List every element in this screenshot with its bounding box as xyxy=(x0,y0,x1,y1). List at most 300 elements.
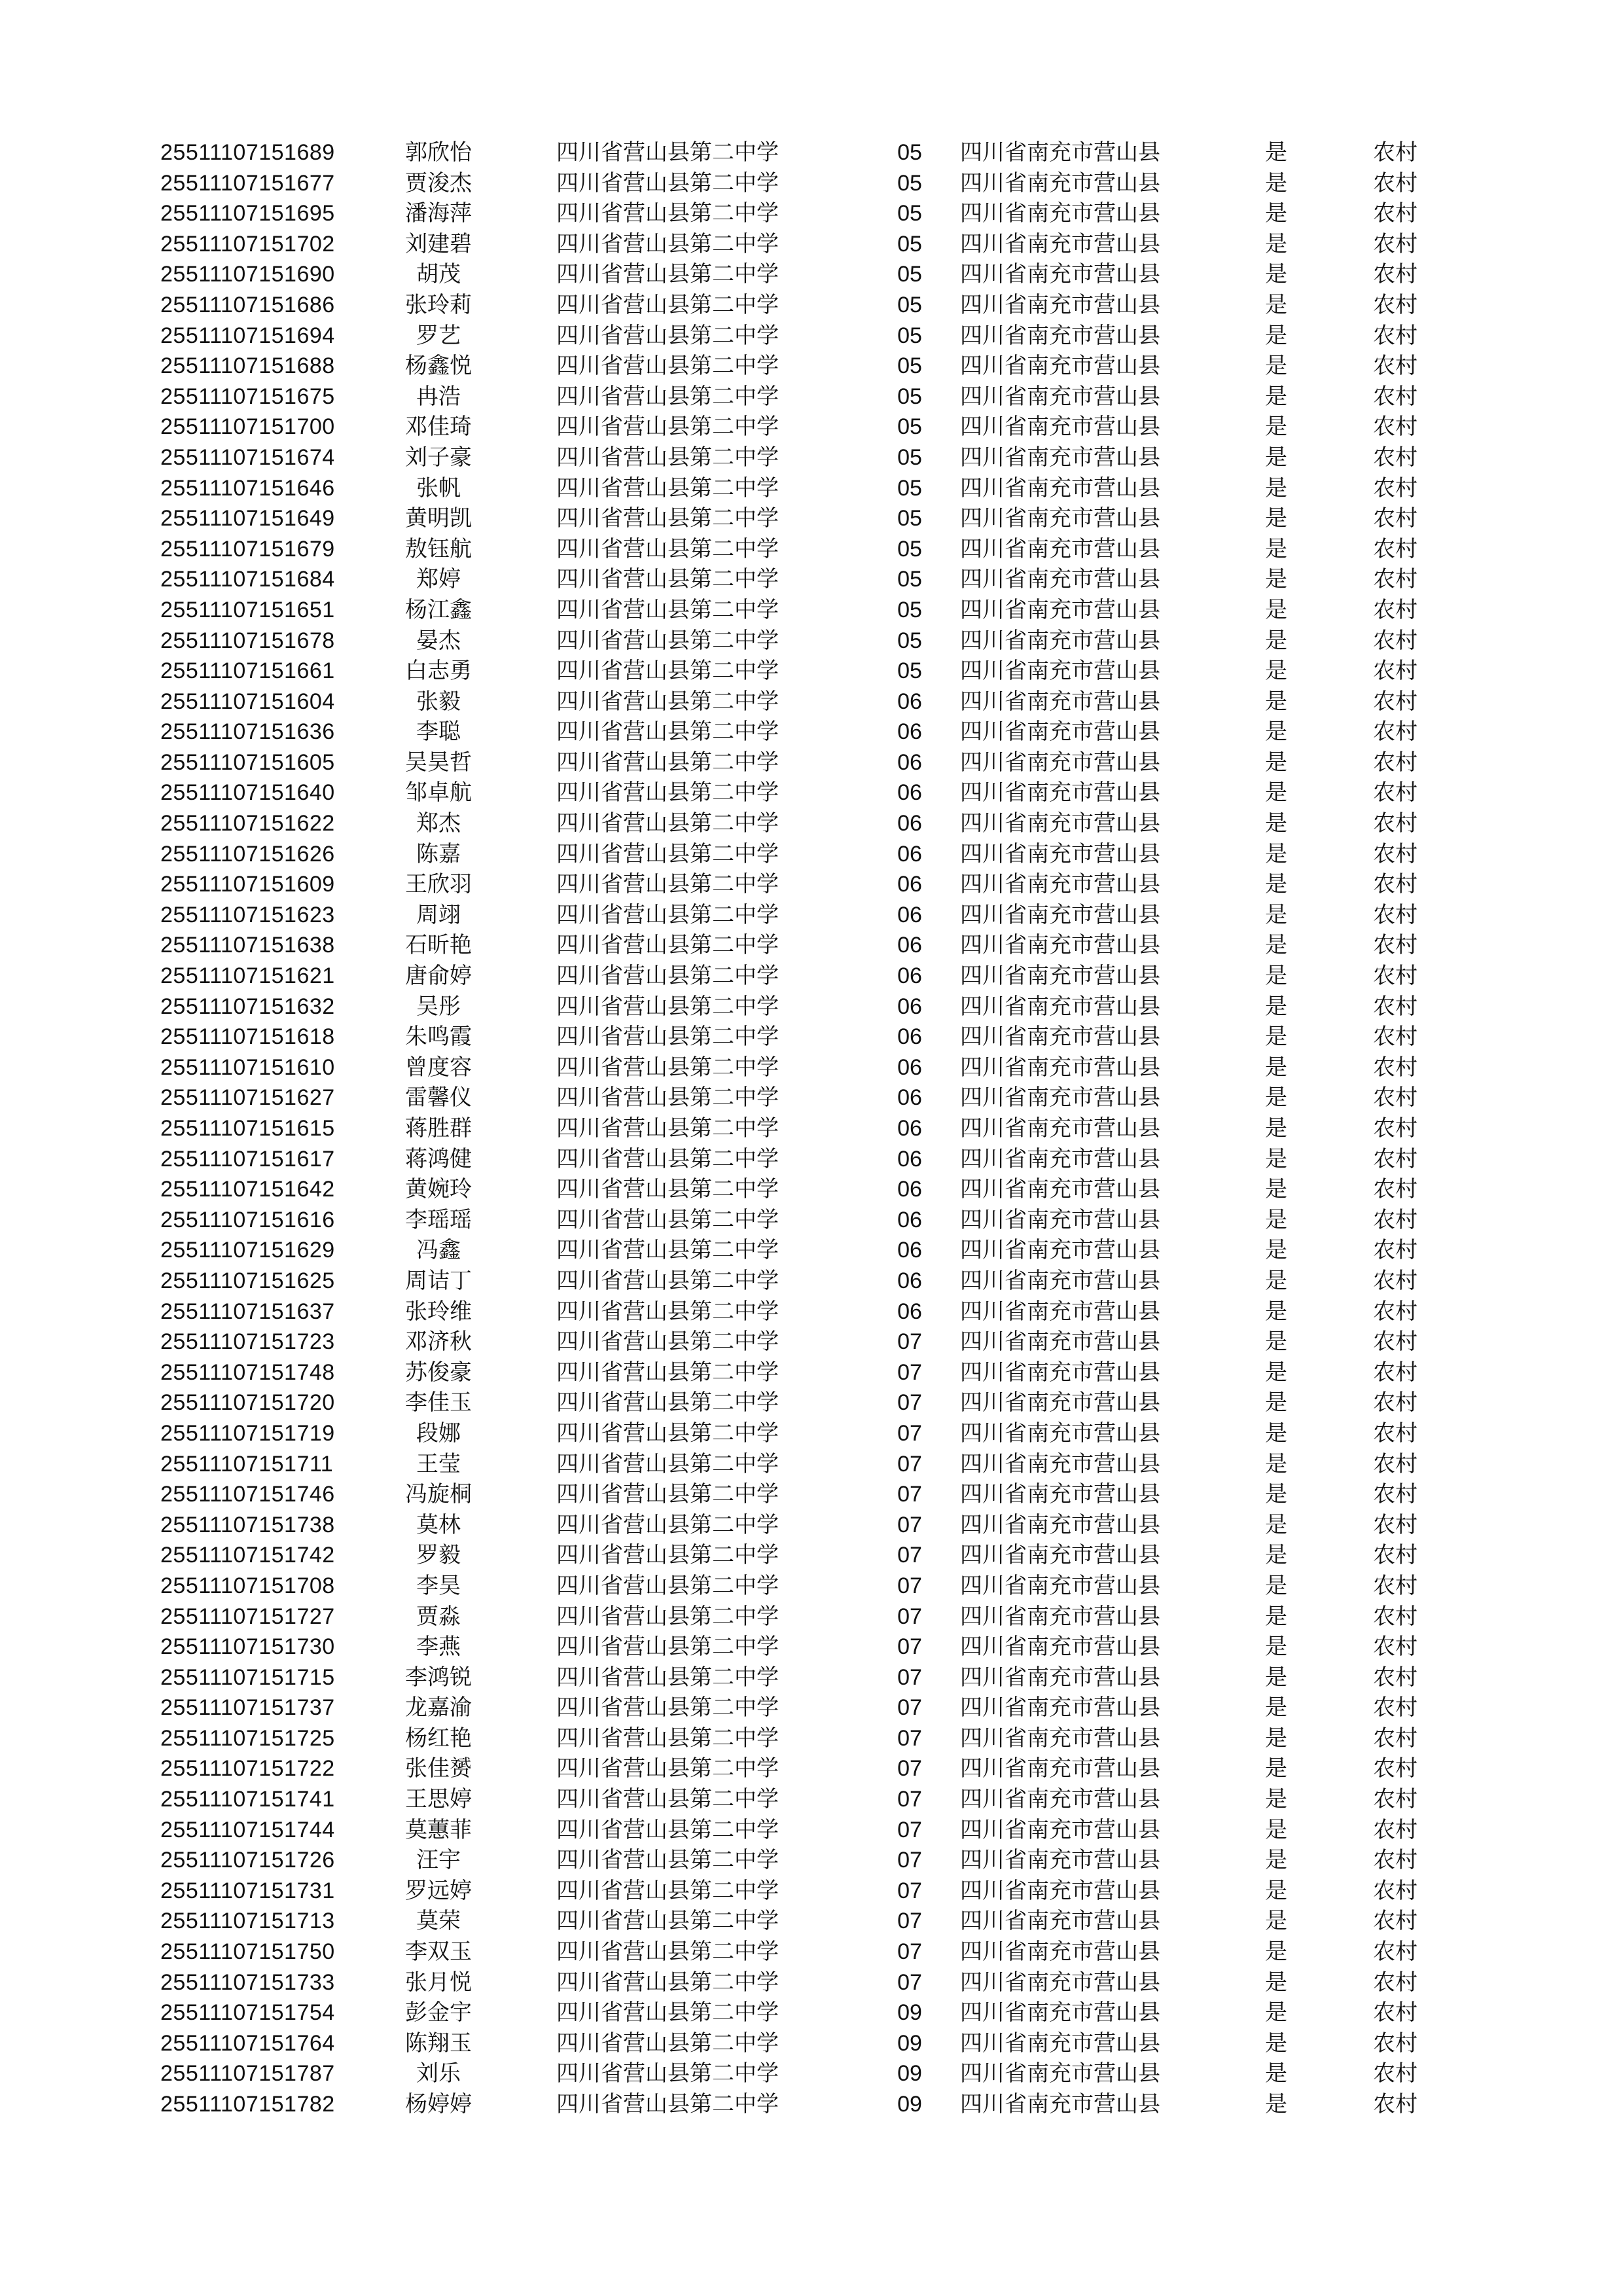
table-row xyxy=(0,137,1623,168)
class-number-cell: 07 xyxy=(897,1482,922,1507)
school-cell: 四川省营山县第二中学 xyxy=(556,1634,779,1660)
region-cell: 四川省南充市营山县 xyxy=(960,139,1160,166)
eligibility-flag-cell: 是 xyxy=(1265,566,1287,593)
region-cell: 四川省南充市营山县 xyxy=(960,291,1160,318)
residence-type-cell: 农村 xyxy=(1373,1572,1418,1599)
class-number-cell: 05 xyxy=(897,231,922,257)
table-row xyxy=(0,2058,1623,2089)
residence-type-cell: 农村 xyxy=(1373,871,1418,898)
table-row xyxy=(0,1967,1623,1998)
student-id-cell: 25511107151616 xyxy=(160,1207,335,1232)
student-name-cell: 敖钰航 xyxy=(405,535,472,562)
eligibility-flag-cell: 是 xyxy=(1265,1085,1287,1111)
class-number-cell: 06 xyxy=(897,811,922,836)
class-number-cell: 07 xyxy=(897,1634,922,1660)
class-number-cell: 09 xyxy=(897,2092,922,2117)
residence-type-cell: 农村 xyxy=(1373,1024,1418,1050)
student-id-cell: 25511107151702 xyxy=(160,231,335,257)
student-name-cell: 吴彤 xyxy=(416,993,461,1020)
table-row xyxy=(0,229,1623,260)
school-cell: 四川省营山县第二中学 xyxy=(556,901,779,928)
class-number-cell: 06 xyxy=(897,1177,922,1202)
region-cell: 四川省南充市营山县 xyxy=(960,1359,1160,1386)
residence-type-cell: 农村 xyxy=(1373,1085,1418,1111)
student-id-cell: 25511107151621 xyxy=(160,963,335,989)
student-id-cell: 25511107151629 xyxy=(160,1238,335,1263)
school-cell: 四川省营山县第二中学 xyxy=(556,2030,779,2056)
eligibility-flag-cell: 是 xyxy=(1265,1237,1287,1264)
student-id-cell: 25511107151723 xyxy=(160,1329,335,1355)
table-row xyxy=(0,1144,1623,1175)
student-name-cell: 雷馨仪 xyxy=(405,1085,472,1111)
school-cell: 四川省营山县第二中学 xyxy=(556,230,779,257)
school-cell: 四川省营山县第二中学 xyxy=(556,414,779,440)
residence-type-cell: 农村 xyxy=(1373,596,1418,623)
student-id-cell: 25511107151684 xyxy=(160,567,335,592)
eligibility-flag-cell: 是 xyxy=(1265,383,1287,410)
class-number-cell: 06 xyxy=(897,689,922,714)
region-cell: 四川省南充市营山县 xyxy=(960,810,1160,837)
table-row xyxy=(0,961,1623,992)
student-list-table xyxy=(0,137,1623,2120)
student-id-cell: 25511107151744 xyxy=(160,1817,335,1842)
student-name-cell: 刘子豪 xyxy=(405,444,472,471)
student-name-cell: 莫蕙菲 xyxy=(405,1816,472,1843)
eligibility-flag-cell: 是 xyxy=(1265,901,1287,928)
class-number-cell: 07 xyxy=(897,1390,922,1416)
region-cell: 四川省南充市营山县 xyxy=(960,993,1160,1020)
student-id-cell: 25511107151674 xyxy=(160,444,335,470)
school-cell: 四川省营山县第二中学 xyxy=(556,1329,779,1355)
table-row xyxy=(0,1845,1623,1876)
school-cell: 四川省营山县第二中学 xyxy=(556,1511,779,1538)
region-cell: 四川省南充市营山县 xyxy=(960,780,1160,806)
class-number-cell: 06 xyxy=(897,963,922,989)
student-id-cell: 25511107151694 xyxy=(160,323,335,348)
class-number-cell: 06 xyxy=(897,1146,922,1172)
student-name-cell: 蒋胜群 xyxy=(405,1115,472,1141)
class-number-cell: 07 xyxy=(897,1420,922,1446)
table-row xyxy=(0,1937,1623,1967)
class-number-cell: 05 xyxy=(897,414,922,440)
region-cell: 四川省南充市营山县 xyxy=(960,1450,1160,1477)
region-cell: 四川省南充市营山县 xyxy=(960,1176,1160,1203)
residence-type-cell: 农村 xyxy=(1373,840,1418,867)
table-row xyxy=(0,656,1623,687)
school-cell: 四川省营山县第二中学 xyxy=(556,200,779,227)
region-cell: 四川省南充市营山县 xyxy=(960,505,1160,532)
class-number-cell: 07 xyxy=(897,1573,922,1598)
student-name-cell: 罗毅 xyxy=(416,1542,461,1569)
region-cell: 四川省南充市营山县 xyxy=(960,353,1160,380)
region-cell: 四川省南充市营山县 xyxy=(960,230,1160,257)
eligibility-flag-cell: 是 xyxy=(1265,1481,1287,1508)
residence-type-cell: 农村 xyxy=(1373,780,1418,806)
residence-type-cell: 农村 xyxy=(1373,261,1418,288)
eligibility-flag-cell: 是 xyxy=(1265,353,1287,380)
region-cell: 四川省南充市营山县 xyxy=(960,1267,1160,1294)
residence-type-cell: 农村 xyxy=(1373,535,1418,562)
residence-type-cell: 农村 xyxy=(1373,566,1418,593)
eligibility-flag-cell: 是 xyxy=(1265,1420,1287,1446)
class-number-cell: 07 xyxy=(897,1359,922,1385)
school-cell: 四川省营山县第二中学 xyxy=(556,1969,779,1996)
school-cell: 四川省营山县第二中学 xyxy=(556,1450,779,1477)
region-cell: 四川省南充市营山县 xyxy=(960,1695,1160,1721)
table-row xyxy=(0,992,1623,1022)
class-number-cell: 05 xyxy=(897,506,922,531)
school-cell: 四川省营山县第二中学 xyxy=(556,1390,779,1416)
eligibility-flag-cell: 是 xyxy=(1265,1267,1287,1294)
class-number-cell: 06 xyxy=(897,719,922,745)
student-id-cell: 25511107151690 xyxy=(160,262,335,287)
region-cell: 四川省南充市营山县 xyxy=(960,1847,1160,1874)
region-cell: 四川省南充市营山县 xyxy=(960,535,1160,562)
region-cell: 四川省南充市营山县 xyxy=(960,1329,1160,1355)
class-number-cell: 09 xyxy=(897,2061,922,2087)
class-number-cell: 06 xyxy=(897,841,922,867)
residence-type-cell: 农村 xyxy=(1373,1634,1418,1660)
class-number-cell: 07 xyxy=(897,1664,922,1690)
residence-type-cell: 农村 xyxy=(1373,1115,1418,1141)
student-id-cell: 25511107151677 xyxy=(160,170,335,196)
class-number-cell: 05 xyxy=(897,384,922,409)
school-cell: 四川省营山县第二中学 xyxy=(556,963,779,990)
student-name-cell: 段娜 xyxy=(416,1420,461,1446)
residence-type-cell: 农村 xyxy=(1373,383,1418,410)
region-cell: 四川省南充市营山县 xyxy=(960,383,1160,410)
table-row xyxy=(0,839,1623,870)
student-id-cell: 25511107151615 xyxy=(160,1116,335,1141)
school-cell: 四川省营山县第二中学 xyxy=(556,2091,779,2117)
eligibility-flag-cell: 是 xyxy=(1265,230,1287,257)
student-name-cell: 周翊 xyxy=(416,901,461,928)
student-id-cell: 25511107151742 xyxy=(160,1543,335,1568)
class-number-cell: 06 xyxy=(897,780,922,806)
student-id-cell: 25511107151738 xyxy=(160,1512,335,1537)
eligibility-flag-cell: 是 xyxy=(1265,1450,1287,1477)
school-cell: 四川省营山县第二中学 xyxy=(556,1481,779,1508)
table-row xyxy=(0,1632,1623,1662)
eligibility-flag-cell: 是 xyxy=(1265,993,1287,1020)
student-id-cell: 25511107151636 xyxy=(160,719,335,745)
eligibility-flag-cell: 是 xyxy=(1265,1695,1287,1721)
student-name-cell: 李燕 xyxy=(416,1634,461,1660)
student-id-cell: 25511107151713 xyxy=(160,1909,335,1934)
student-id-cell: 25511107151638 xyxy=(160,933,335,958)
class-number-cell: 07 xyxy=(897,1695,922,1721)
region-cell: 四川省南充市营山县 xyxy=(960,1237,1160,1264)
class-number-cell: 07 xyxy=(897,1604,922,1629)
eligibility-flag-cell: 是 xyxy=(1265,1939,1287,1965)
school-cell: 四川省营山县第二中学 xyxy=(556,261,779,288)
student-name-cell: 王莹 xyxy=(416,1450,461,1477)
table-row xyxy=(0,900,1623,931)
residence-type-cell: 农村 xyxy=(1373,475,1418,501)
student-id-cell: 25511107151700 xyxy=(160,414,335,440)
school-cell: 四川省营山县第二中学 xyxy=(556,1359,779,1386)
student-name-cell: 张毅 xyxy=(416,688,461,715)
table-row xyxy=(0,1753,1623,1784)
region-cell: 四川省南充市营山县 xyxy=(960,840,1160,867)
school-cell: 四川省营山县第二中学 xyxy=(556,1786,779,1813)
table-row xyxy=(0,412,1623,442)
eligibility-flag-cell: 是 xyxy=(1265,1176,1287,1203)
region-cell: 四川省南充市营山县 xyxy=(960,1145,1160,1172)
residence-type-cell: 农村 xyxy=(1373,1390,1418,1416)
school-cell: 四川省营山县第二中学 xyxy=(556,993,779,1020)
residence-type-cell: 农村 xyxy=(1373,1054,1418,1081)
eligibility-flag-cell: 是 xyxy=(1265,749,1287,776)
student-name-cell: 苏俊豪 xyxy=(405,1359,472,1386)
residence-type-cell: 农村 xyxy=(1373,1786,1418,1813)
table-row xyxy=(0,869,1623,900)
residence-type-cell: 农村 xyxy=(1373,322,1418,349)
region-cell: 四川省南充市营山县 xyxy=(960,1054,1160,1081)
eligibility-flag-cell: 是 xyxy=(1265,810,1287,837)
student-name-cell: 吴昊哲 xyxy=(405,749,472,776)
table-row xyxy=(0,351,1623,382)
student-name-cell: 邹卓航 xyxy=(405,780,472,806)
eligibility-flag-cell: 是 xyxy=(1265,1511,1287,1538)
student-name-cell: 晏杰 xyxy=(416,627,461,654)
student-name-cell: 莫林 xyxy=(416,1511,461,1538)
table-row xyxy=(0,1205,1623,1236)
eligibility-flag-cell: 是 xyxy=(1265,291,1287,318)
school-cell: 四川省营山县第二中学 xyxy=(556,1847,779,1874)
class-number-cell: 07 xyxy=(897,1725,922,1751)
region-cell: 四川省南充市营山县 xyxy=(960,1755,1160,1782)
residence-type-cell: 农村 xyxy=(1373,1176,1418,1203)
residence-type-cell: 农村 xyxy=(1373,1939,1418,1965)
table-row xyxy=(0,1510,1623,1541)
class-number-cell: 06 xyxy=(897,1024,922,1050)
student-id-cell: 25511107151646 xyxy=(160,475,335,501)
table-row xyxy=(0,2089,1623,2120)
school-cell: 四川省营山县第二中学 xyxy=(556,871,779,898)
student-id-cell: 25511107151661 xyxy=(160,658,335,684)
table-row xyxy=(0,564,1623,595)
table-row xyxy=(0,198,1623,229)
region-cell: 四川省南充市营山县 xyxy=(960,2091,1160,2117)
student-id-cell: 25511107151651 xyxy=(160,597,335,622)
table-row xyxy=(0,1693,1623,1723)
region-cell: 四川省南充市营山县 xyxy=(960,414,1160,440)
student-id-cell: 25511107151627 xyxy=(160,1085,335,1111)
student-name-cell: 郑杰 xyxy=(416,810,461,837)
table-row xyxy=(0,778,1623,808)
eligibility-flag-cell: 是 xyxy=(1265,1145,1287,1172)
table-row xyxy=(0,747,1623,778)
region-cell: 四川省南充市营山县 xyxy=(960,2030,1160,2056)
class-number-cell: 05 xyxy=(897,140,922,165)
school-cell: 四川省营山县第二中学 xyxy=(556,1755,779,1782)
region-cell: 四川省南充市营山县 xyxy=(960,1420,1160,1446)
student-name-cell: 杨鑫悦 xyxy=(405,353,472,380)
school-cell: 四川省营山县第二中学 xyxy=(556,2060,779,2087)
student-id-cell: 25511107151719 xyxy=(160,1420,335,1446)
student-id-cell: 25511107151782 xyxy=(160,2092,335,2117)
class-number-cell: 07 xyxy=(897,1969,922,1995)
school-cell: 四川省营山县第二中学 xyxy=(556,1267,779,1294)
eligibility-flag-cell: 是 xyxy=(1265,1725,1287,1751)
region-cell: 四川省南充市营山县 xyxy=(960,1816,1160,1843)
eligibility-flag-cell: 是 xyxy=(1265,535,1287,562)
student-id-cell: 25511107151610 xyxy=(160,1054,335,1080)
class-number-cell: 06 xyxy=(897,1054,922,1080)
eligibility-flag-cell: 是 xyxy=(1265,414,1287,440)
school-cell: 四川省营山县第二中学 xyxy=(556,1877,779,1904)
region-cell: 四川省南充市营山县 xyxy=(960,658,1160,685)
student-id-cell: 25511107151642 xyxy=(160,1177,335,1202)
student-id-cell: 25511107151625 xyxy=(160,1268,335,1293)
residence-type-cell: 农村 xyxy=(1373,1329,1418,1355)
table-row xyxy=(0,259,1623,290)
residence-type-cell: 农村 xyxy=(1373,658,1418,685)
residence-type-cell: 农村 xyxy=(1373,1816,1418,1843)
residence-type-cell: 农村 xyxy=(1373,1481,1418,1508)
school-cell: 四川省营山县第二中学 xyxy=(556,719,779,745)
eligibility-flag-cell: 是 xyxy=(1265,322,1287,349)
school-cell: 四川省营山县第二中学 xyxy=(556,840,779,867)
school-cell: 四川省营山县第二中学 xyxy=(556,1603,779,1630)
class-number-cell: 09 xyxy=(897,2000,922,2026)
residence-type-cell: 农村 xyxy=(1373,1450,1418,1477)
residence-type-cell: 农村 xyxy=(1373,688,1418,715)
student-name-cell: 白志勇 xyxy=(405,658,472,685)
student-id-cell: 25511107151725 xyxy=(160,1725,335,1751)
eligibility-flag-cell: 是 xyxy=(1265,1877,1287,1904)
region-cell: 四川省南充市营山县 xyxy=(960,901,1160,928)
student-name-cell: 罗艺 xyxy=(416,322,461,349)
table-row xyxy=(0,534,1623,565)
student-name-cell: 莫荣 xyxy=(416,1908,461,1935)
school-cell: 四川省营山县第二中学 xyxy=(556,810,779,837)
class-number-cell: 07 xyxy=(897,1909,922,1934)
student-id-cell: 25511107151623 xyxy=(160,902,335,927)
school-cell: 四川省营山县第二中学 xyxy=(556,1237,779,1264)
table-row xyxy=(0,1327,1623,1357)
student-name-cell: 邓济秋 xyxy=(405,1329,472,1355)
student-id-cell: 25511107151686 xyxy=(160,292,335,317)
eligibility-flag-cell: 是 xyxy=(1265,1298,1287,1325)
student-id-cell: 25511107151711 xyxy=(160,1451,334,1477)
residence-type-cell: 农村 xyxy=(1373,1664,1418,1691)
student-name-cell: 冉浩 xyxy=(416,383,461,410)
student-name-cell: 张帆 xyxy=(416,475,461,501)
table-row xyxy=(0,1083,1623,1113)
school-cell: 四川省营山县第二中学 xyxy=(556,139,779,166)
class-number-cell: 06 xyxy=(897,872,922,897)
student-id-cell: 25511107151726 xyxy=(160,1848,335,1873)
table-row xyxy=(0,687,1623,717)
table-row xyxy=(0,808,1623,839)
class-number-cell: 06 xyxy=(897,1268,922,1293)
student-name-cell: 李双玉 xyxy=(405,1939,472,1965)
school-cell: 四川省营山县第二中学 xyxy=(556,780,779,806)
eligibility-flag-cell: 是 xyxy=(1265,2060,1287,2087)
residence-type-cell: 农村 xyxy=(1373,200,1418,227)
class-number-cell: 07 xyxy=(897,1329,922,1355)
table-row xyxy=(0,1113,1623,1144)
table-row xyxy=(0,1479,1623,1510)
class-number-cell: 05 xyxy=(897,536,922,562)
school-cell: 四川省营山县第二中学 xyxy=(556,505,779,532)
student-name-cell: 石昕艳 xyxy=(405,932,472,959)
student-name-cell: 李瑶瑶 xyxy=(405,1206,472,1233)
region-cell: 四川省南充市营山县 xyxy=(960,2000,1160,2026)
student-id-cell: 25511107151637 xyxy=(160,1299,335,1324)
class-number-cell: 06 xyxy=(897,1299,922,1324)
residence-type-cell: 农村 xyxy=(1373,230,1418,257)
student-id-cell: 25511107151727 xyxy=(160,1604,335,1629)
school-cell: 四川省营山县第二中学 xyxy=(556,566,779,593)
eligibility-flag-cell: 是 xyxy=(1265,444,1287,471)
eligibility-flag-cell: 是 xyxy=(1265,1024,1287,1050)
school-cell: 四川省营山县第二中学 xyxy=(556,170,779,196)
student-id-cell: 25511107151688 xyxy=(160,353,335,379)
table-row xyxy=(0,321,1623,351)
eligibility-flag-cell: 是 xyxy=(1265,840,1287,867)
school-cell: 四川省营山县第二中学 xyxy=(556,322,779,349)
table-row xyxy=(0,1235,1623,1266)
residence-type-cell: 农村 xyxy=(1373,1237,1418,1264)
student-name-cell: 胡茂 xyxy=(416,261,461,288)
table-row xyxy=(0,595,1623,626)
class-number-cell: 07 xyxy=(897,1451,922,1477)
class-number-cell: 06 xyxy=(897,1238,922,1263)
region-cell: 四川省南充市营山县 xyxy=(960,566,1160,593)
region-cell: 四川省南充市营山县 xyxy=(960,1664,1160,1691)
residence-type-cell: 农村 xyxy=(1373,353,1418,380)
table-row xyxy=(0,1876,1623,1907)
table-row xyxy=(0,1174,1623,1205)
region-cell: 四川省南充市营山县 xyxy=(960,1786,1160,1813)
student-name-cell: 彭金宇 xyxy=(405,2000,472,2026)
student-name-cell: 王思婷 xyxy=(405,1786,472,1813)
student-id-cell: 25511107151626 xyxy=(160,841,335,867)
residence-type-cell: 农村 xyxy=(1373,627,1418,654)
class-number-cell: 07 xyxy=(897,1817,922,1842)
region-cell: 四川省南充市营山县 xyxy=(960,749,1160,776)
student-id-cell: 25511107151605 xyxy=(160,749,335,775)
school-cell: 四川省营山县第二中学 xyxy=(556,1542,779,1569)
class-number-cell: 05 xyxy=(897,475,922,501)
region-cell: 四川省南充市营山县 xyxy=(960,200,1160,227)
eligibility-flag-cell: 是 xyxy=(1265,1329,1287,1355)
student-id-cell: 25511107151679 xyxy=(160,536,335,562)
student-name-cell: 陈翔玉 xyxy=(405,2030,472,2056)
class-number-cell: 09 xyxy=(897,2030,922,2056)
student-name-cell: 王欣羽 xyxy=(405,871,472,898)
eligibility-flag-cell: 是 xyxy=(1265,139,1287,166)
region-cell: 四川省南充市营山县 xyxy=(960,261,1160,288)
region-cell: 四川省南充市营山县 xyxy=(960,688,1160,715)
school-cell: 四川省营山县第二中学 xyxy=(556,1939,779,1965)
school-cell: 四川省营山县第二中学 xyxy=(556,1298,779,1325)
student-id-cell: 25511107151722 xyxy=(160,1756,335,1782)
region-cell: 四川省南充市营山县 xyxy=(960,1115,1160,1141)
table-row xyxy=(0,2028,1623,2059)
eligibility-flag-cell: 是 xyxy=(1265,963,1287,990)
class-number-cell: 06 xyxy=(897,749,922,775)
region-cell: 四川省南充市营山县 xyxy=(960,1206,1160,1233)
table-row xyxy=(0,1357,1623,1388)
eligibility-flag-cell: 是 xyxy=(1265,2030,1287,2056)
table-row xyxy=(0,1602,1623,1632)
table-row xyxy=(0,1297,1623,1327)
region-cell: 四川省南充市营山县 xyxy=(960,322,1160,349)
